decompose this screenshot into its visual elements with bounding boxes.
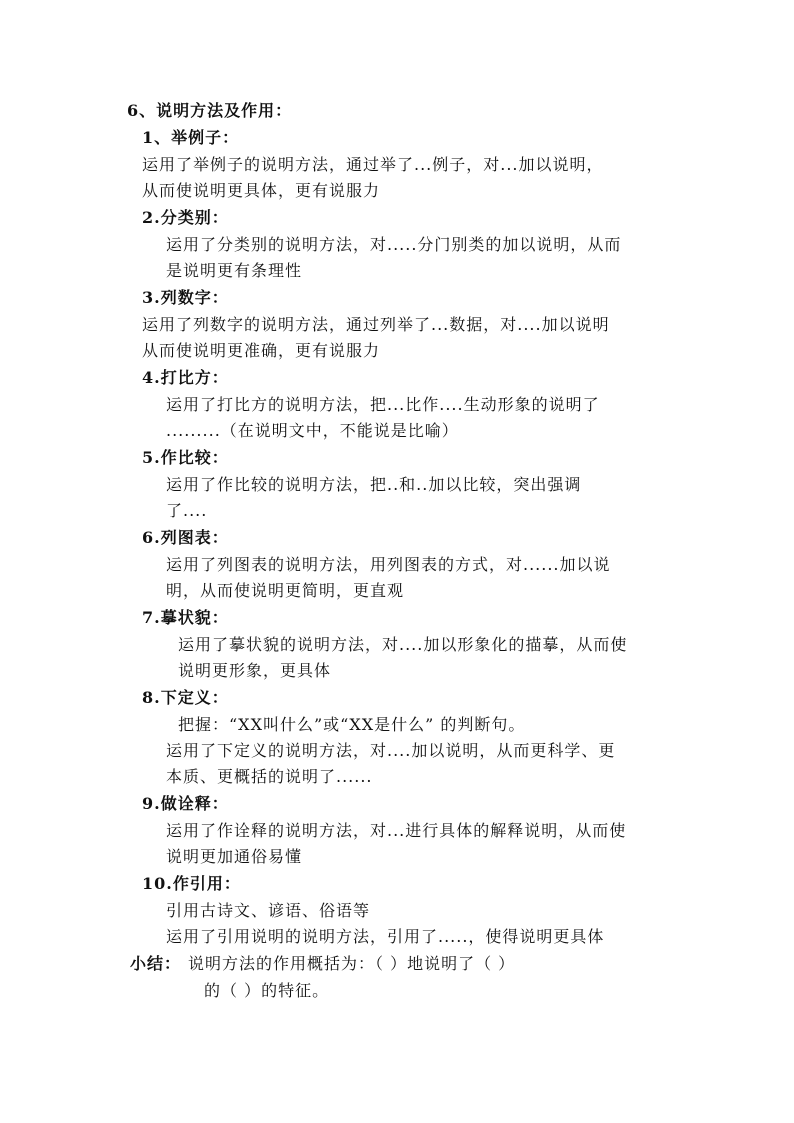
- item-text: 运用了列图表的说明方法，用列图表的方式，对......加以说: [166, 555, 611, 574]
- item-heading: 8.下定义：: [142, 688, 229, 707]
- item-text: 运用了作比较的说明方法，把..和..加以比较，突出强调: [166, 475, 582, 494]
- item-text: 运用了列数字的说明方法，通过列举了...数据，对....加以说明: [142, 315, 610, 334]
- item-text: .........（在说明文中，不能说是比喻）: [166, 421, 459, 440]
- item-heading: 5.作比较：: [142, 448, 229, 467]
- item-heading: 4.打比方：: [142, 368, 229, 387]
- summary-line: 说明方法的作用概括为：（ ）地说明了（ ）: [188, 954, 516, 973]
- item-text: 把握：“XX叫什么”或“XX是什么” 的判断句。: [178, 715, 526, 734]
- item-text: 说明更形象，更具体: [178, 661, 332, 680]
- item-text: 从而使说明更具体，更有说服力: [142, 181, 381, 200]
- item-text: 运用了作诠释的说明方法，对...进行具体的解释说明，从而使: [166, 821, 627, 840]
- item-text: 运用了举例子的说明方法，通过举了...例子，对...加以说明，: [142, 155, 604, 174]
- item-text: 本质、更概括的说明了......: [166, 767, 373, 786]
- item-text: 了....: [166, 501, 208, 520]
- item-text: 从而使说明更准确，更有说服力: [142, 341, 381, 360]
- item-text: 说明更加通俗易懂: [166, 847, 303, 866]
- item-heading: 7.摹状貌：: [142, 608, 229, 627]
- item-text: 运用了引用说明的说明方法，引用了.....，使得说明更具体: [166, 927, 605, 946]
- item-text: 明，从而使说明更简明，更直观: [166, 581, 405, 600]
- item-heading: 1、举例子：: [142, 128, 240, 147]
- item-heading: 9.做诠释：: [142, 794, 229, 813]
- item-heading: 10.作引用：: [142, 874, 241, 893]
- item-text: 引用古诗文、谚语、俗语等: [166, 901, 371, 920]
- summary-label: 小结：: [130, 954, 182, 973]
- item-text: 运用了打比方的说明方法，把...比作....生动形象的说明了: [166, 395, 600, 414]
- item-text: 是说明更有条理性: [166, 261, 303, 280]
- section-title: 6、说明方法及作用：: [127, 101, 293, 120]
- item-heading: 2.分类别：: [142, 208, 229, 227]
- item-text: 运用了分类别的说明方法，对.....分门别类的加以说明，从而: [166, 235, 622, 254]
- item-text: 运用了下定义的说明方法，对....加以说明，从而更科学、更: [166, 741, 616, 760]
- summary-line: 的（ ）的特征。: [204, 981, 330, 1000]
- item-heading: 3.列数字：: [142, 288, 229, 307]
- item-text: 运用了摹状貌的说明方法，对....加以形象化的描摹，从而使: [178, 635, 628, 654]
- item-heading: 6.列图表：: [142, 528, 229, 547]
